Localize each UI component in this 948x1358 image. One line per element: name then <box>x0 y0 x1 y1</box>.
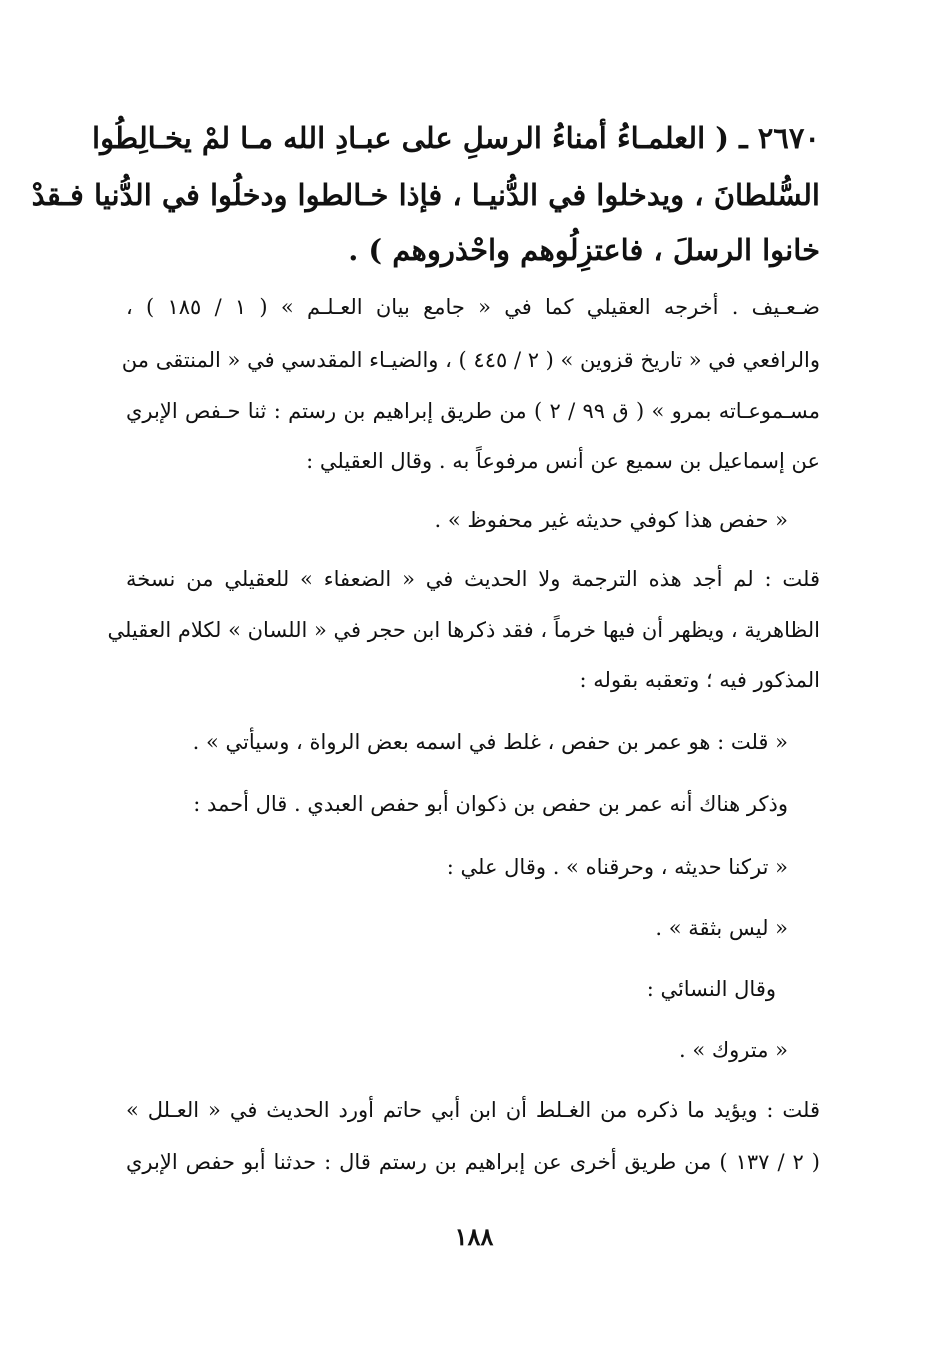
hadith-text-line-2: السُّلطانَ ، ويدخلوا في الدُّنيـا ، فإذا خـالطوا ودخلُوا في الدُّنيا فـقدْ <box>31 178 820 212</box>
qultu-line-1: قلت : لم أجد هذه الترجمة ولا الحديث في « الضعفاء » للعقيلي من نسخة <box>126 567 820 591</box>
dhakara-line: وذكر هناك أنه عمر بن حفص بن ذكوان أبو حفص العبدي . قال أحمد : <box>193 792 788 816</box>
grading-line-2: والرافعي في « تاريخ قزوين » ( ٢ / ٤٤٥ ) ، والضيـاء المقدسي في « المنتقى من <box>121 348 820 372</box>
hadith-text-line-1: ٢٦٧٠ ـ ( العلمـاءُ أمناءُ الرسلِ على عبـادِ الله مـا لمْ يخـالِطُوا <box>92 121 820 155</box>
quote-ali: « ليس بثقة » . <box>655 916 788 940</box>
grading-line-3: مسـموعـاته بمرو » ( ق ٩٩ / ٢ ) من طريق إبراهيم بن رستم : ثنا حـفص الإبري <box>126 399 821 423</box>
closing-line-1: قلت : ويؤيد ما ذكره من الغـلط أن ابن أبي حاتم أورد الحديث في « العـلل » <box>126 1098 820 1122</box>
hadith-text-line-3: خانوا الرسلَ ، فاعتزِلُوهم واحْذروهم ) . <box>348 233 820 267</box>
quote-ibn-hajar: « قلت : هو عمر بن حفص ، غلط في اسمه بعض الرواة ، وسيأتي » . <box>192 730 788 754</box>
qultu-line-3: المذكور فيه ؛ وتعقبه بقوله : <box>579 668 820 692</box>
nasai-intro: وقال النسائي : <box>646 977 776 1001</box>
page-number: ١٨٨ <box>454 1222 494 1251</box>
closing-line-2: ( ٢ / ١٣٧ ) من طريق أخرى عن إبراهيم بن رستم قال : حدثنا أبو حفص الإبري <box>126 1150 820 1174</box>
grading-line-4: عن إسماعيل بن سميع عن أنس مرفوعاً به . وقال العقيلي : <box>306 449 820 473</box>
quote-nasai: « متروك » . <box>678 1038 788 1062</box>
qultu-line-2: الظاهرية ، ويظهر أن فيها خرماً ، فقد ذكرها ابن حجر في « اللسان » لكلام العقيلي <box>107 618 820 642</box>
quote-ahmad: « تركنا حديثه ، وحرقناه » . وقال علي : <box>446 855 788 879</box>
grading-line-1: ضـعـيف . أخرجه العقيلي كما في « جامع بيان العـلـم » ( ١ / ١٨٥ ) ، <box>126 295 820 319</box>
quote-uqayli: « حفص هذا كوفي حديثه غير محفوظ » . <box>434 508 788 532</box>
